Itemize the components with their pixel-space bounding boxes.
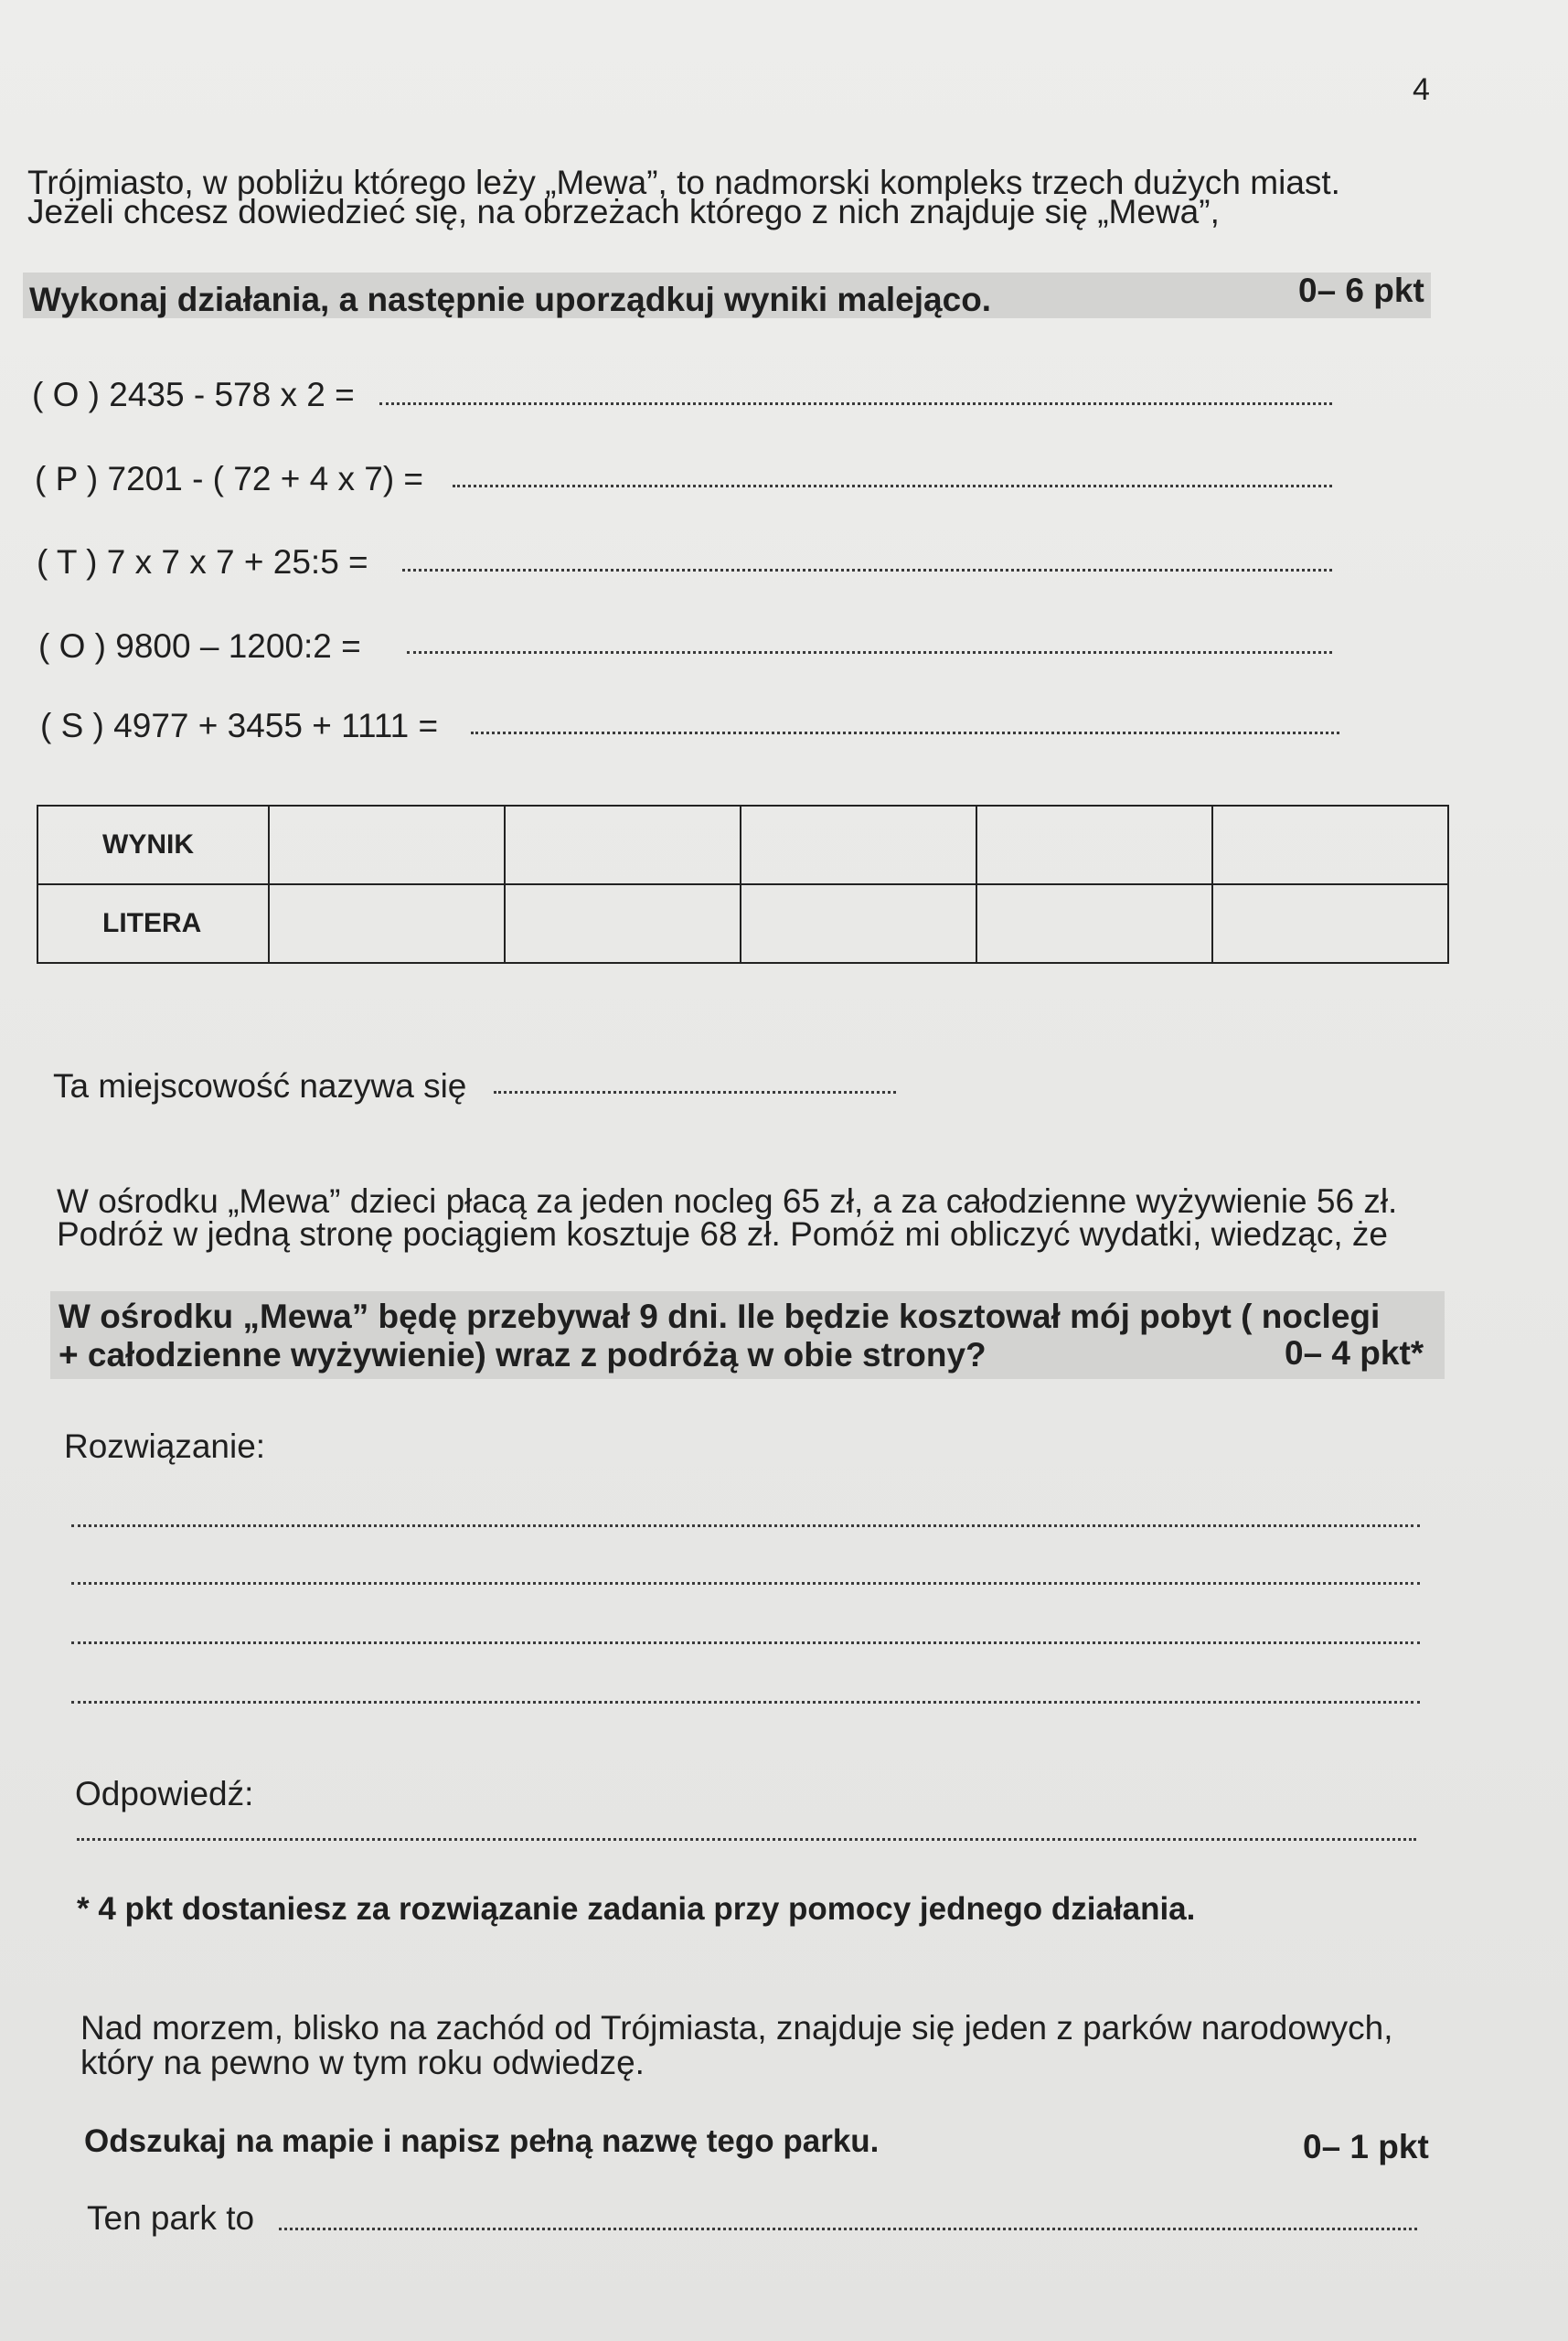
litera-cell[interactable] bbox=[1212, 884, 1448, 963]
task2-question-line-2: + całodzienne wyżywienie) wraz z podróżą w obie strony? bbox=[59, 1336, 987, 1374]
solution-line[interactable] bbox=[71, 1641, 1420, 1644]
answer-line-o1[interactable] bbox=[379, 402, 1332, 405]
task3-context-line-2: który na pewno w tym roku odwiedzę. bbox=[80, 2044, 645, 2081]
wynik-cell[interactable] bbox=[505, 806, 741, 884]
task1-instruction: Wykonaj działania, a następnie uporządkuj wyniki malejąco. bbox=[29, 281, 992, 318]
park-answer-line[interactable] bbox=[279, 2228, 1417, 2230]
task1-points: 0– 6 pkt bbox=[1298, 272, 1424, 309]
row-label-wynik: WYNIK bbox=[37, 806, 269, 884]
task3-instruction: Odszukaj na mapie i napisz pełną nazwę tego parku. bbox=[84, 2123, 880, 2159]
solution-line[interactable] bbox=[71, 1582, 1420, 1585]
town-answer-line[interactable] bbox=[494, 1091, 896, 1094]
answer-label: Odpowiedź: bbox=[75, 1775, 254, 1812]
litera-cell[interactable] bbox=[505, 884, 741, 963]
task2-points: 0– 4 pkt* bbox=[1285, 1334, 1424, 1372]
litera-cell[interactable] bbox=[976, 884, 1212, 963]
wynik-cell[interactable] bbox=[976, 806, 1212, 884]
answer-line[interactable] bbox=[77, 1838, 1416, 1841]
task2-context-line-2: Podróż w jedną stronę pociągiem kosztuje 68 zł. Pomóż mi obliczyć wydatki, wiedząc, że bbox=[57, 1215, 1388, 1253]
table-row-wynik bbox=[37, 806, 1448, 884]
solution-line[interactable] bbox=[71, 1701, 1420, 1704]
wynik-cell[interactable] bbox=[269, 806, 505, 884]
town-prompt: Ta miejscowość nazywa się bbox=[53, 1067, 467, 1105]
equation-o2: ( O ) 9800 – 1200:2 = bbox=[38, 627, 361, 665]
row-label-litera: LITERA bbox=[37, 884, 269, 963]
park-prompt: Ten park to bbox=[87, 2199, 255, 2237]
table-row-litera bbox=[37, 884, 1448, 963]
page-number: 4 bbox=[1413, 72, 1430, 107]
answer-line-s[interactable] bbox=[471, 732, 1339, 734]
litera-cell[interactable] bbox=[269, 884, 505, 963]
solution-line[interactable] bbox=[71, 1524, 1420, 1527]
task3-context-line-1: Nad morzem, blisko na zachód od Trójmiasta, znajduje się jeden z parków narodowych, bbox=[80, 2009, 1393, 2047]
task3-points: 0– 1 pkt bbox=[1303, 2128, 1429, 2165]
answer-line-t[interactable] bbox=[402, 569, 1332, 572]
intro-line-2: Jeżeli chcesz dowiedzieć się, na obrzeżach którego z nich znajduje się „Mewa”, bbox=[27, 193, 1220, 230]
litera-cell[interactable] bbox=[741, 884, 976, 963]
results-table bbox=[37, 805, 1449, 964]
solution-label: Rozwiązanie: bbox=[64, 1427, 266, 1465]
wynik-cell[interactable] bbox=[1212, 806, 1448, 884]
equation-p: ( P ) 7201 - ( 72 + 4 x 7) = bbox=[35, 460, 424, 497]
answer-line-o2[interactable] bbox=[407, 651, 1332, 654]
task2-context-line-1: W ośrodku „Mewa” dzieci płacą za jeden nocleg 65 zł, a za całodzienne wyżywienie 56 zł. bbox=[57, 1182, 1398, 1220]
equation-t: ( T ) 7 x 7 x 7 + 25:5 = bbox=[37, 543, 368, 581]
equation-o1: ( O ) 2435 - 578 x 2 = bbox=[32, 376, 355, 413]
answer-line-p[interactable] bbox=[453, 485, 1332, 487]
task2-question-line-1: W ośrodku „Mewa” będę przebywał 9 dni. Ile będzie kosztował mój pobyt ( noclegi bbox=[59, 1298, 1381, 1335]
task2-footnote: * 4 pkt dostaniesz za rozwiązanie zadania przy pomocy jednego działania. bbox=[77, 1891, 1196, 1927]
equation-s: ( S ) 4977 + 3455 + 1111 = bbox=[40, 707, 439, 744]
wynik-cell[interactable] bbox=[741, 806, 976, 884]
intro-line-1: Trójmiasto, w pobliżu którego leży „Mewa”, to nadmorski kompleks trzech dużych miast. bbox=[27, 164, 1340, 201]
